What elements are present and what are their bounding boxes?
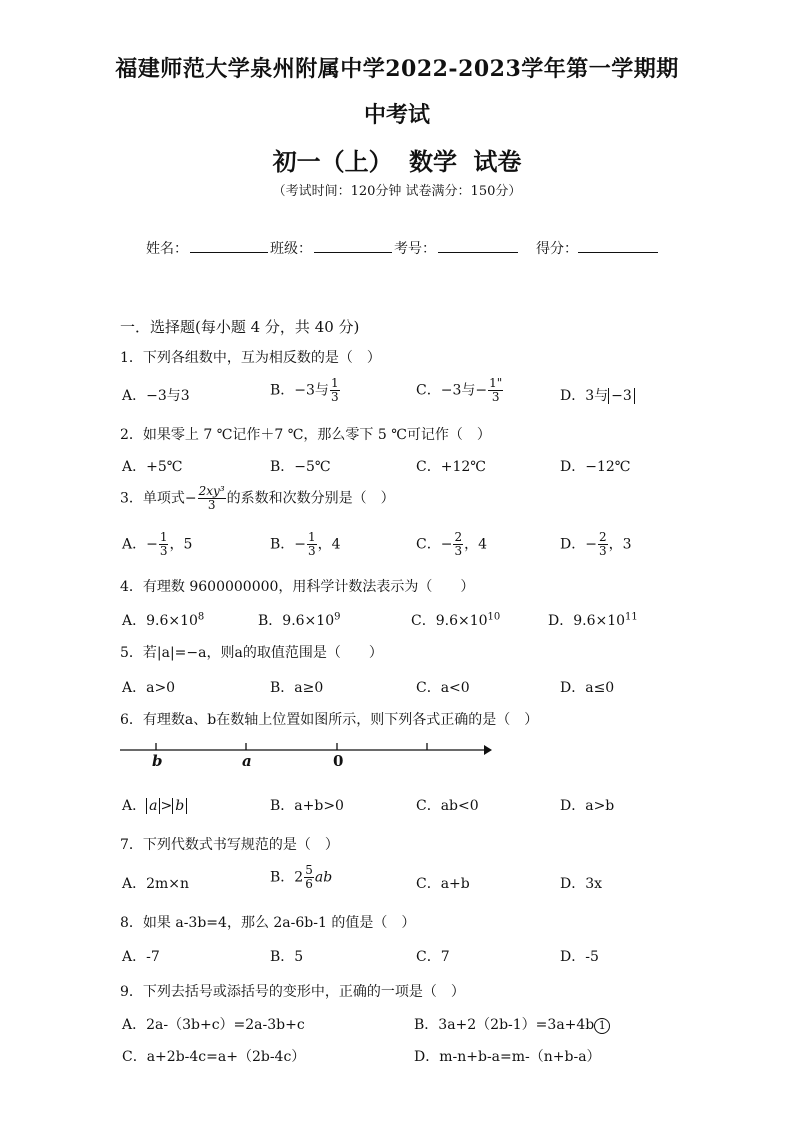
q9-option-b[interactable]: B．3a+2（2b-1）=3a+4b 1 bbox=[414, 1014, 610, 1034]
q3-option-c[interactable]: C．− $\frac{2}{3}$ ，4 bbox=[416, 530, 488, 558]
q8-option-a[interactable]: A．-7 bbox=[122, 949, 160, 965]
q9-option-c[interactable]: C．a+2b-4c=a+（2b-4c） bbox=[122, 1049, 306, 1065]
question-1-stem: 1．下列各组数中，互为相反数的是（ ） bbox=[120, 350, 381, 366]
q5-option-c[interactable]: C．a<0 bbox=[416, 680, 470, 696]
q2-option-c[interactable]: C．+12℃ bbox=[416, 459, 486, 475]
q8-option-b[interactable]: B．5 bbox=[270, 949, 304, 965]
exam-no-label: 考号： bbox=[394, 241, 436, 257]
q4-option-b[interactable]: B．$9.6\times 10^9$ bbox=[258, 611, 341, 629]
q7-option-d[interactable]: D．3x bbox=[560, 876, 603, 892]
q5-option-a[interactable]: A．a>0 bbox=[122, 680, 176, 696]
q5-option-d[interactable]: D．a≤0 bbox=[560, 680, 615, 696]
class-blank[interactable] bbox=[314, 252, 392, 253]
q2-option-b[interactable]: B．−5℃ bbox=[270, 459, 331, 475]
q7-option-a[interactable]: A．2m×n bbox=[122, 876, 190, 892]
q8-option-c[interactable]: C．7 bbox=[416, 949, 450, 965]
exam-info: （考试时间：120分钟 试卷满分：150分） bbox=[272, 184, 522, 199]
question-6-stem: 6．有理数a、b在数轴上位置如图所示，则下列各式正确的是（ ） bbox=[120, 712, 539, 728]
q6-option-a[interactable]: A． a > b bbox=[122, 795, 187, 815]
name-blank[interactable] bbox=[190, 252, 268, 253]
number-line-label-0: 0 bbox=[333, 752, 344, 770]
circled-number-mark: 1 bbox=[594, 1018, 610, 1034]
section-heading: 一．选择题(每小题 4 分，共 40 分) bbox=[120, 318, 360, 336]
q8-option-d[interactable]: D．-5 bbox=[560, 949, 599, 965]
name-label: 姓名： bbox=[146, 241, 188, 257]
q3-option-a[interactable]: A．− $\frac{1}{3}$ ，5 bbox=[122, 530, 193, 558]
q1-option-c[interactable]: C．−3与− $\frac{1"}{3}$ bbox=[416, 376, 503, 404]
q4-option-d[interactable]: D．$9.6\times 10^{11}$ bbox=[548, 611, 638, 629]
question-7-stem: 7．下列代数式书写规范的是（ ） bbox=[120, 837, 339, 853]
q2-option-a[interactable]: A．+5℃ bbox=[122, 459, 183, 475]
q1-option-d[interactable]: D．3与 −3 bbox=[560, 385, 635, 405]
question-8-stem: 8．如果 a-3b=4，那么 2a-6b-1 的值是（ ） bbox=[120, 915, 416, 931]
question-4-stem: 4．有理数 9600000000，用科学计数法表示为（ ） bbox=[120, 579, 475, 595]
q9-option-d[interactable]: D．m-n+b-a=m-（n+b-a） bbox=[414, 1049, 601, 1065]
q4-option-a[interactable]: A．$9.6\times 10^8$ bbox=[122, 611, 205, 629]
q1-option-b[interactable]: B．−3与 $\frac{1}{3}$ bbox=[270, 376, 339, 404]
q6-option-c[interactable]: C．ab<0 bbox=[416, 798, 479, 814]
class-label: 班级： bbox=[270, 241, 312, 257]
question-9-stem: 9．下列去括号或添括号的变形中，正确的一项是（ ） bbox=[120, 984, 465, 1000]
q7-option-b[interactable]: B．2 $\frac{5}{6}$ ab bbox=[270, 863, 333, 891]
score-blank[interactable] bbox=[578, 252, 658, 253]
q4-option-c[interactable]: C．$9.6\times 10^{10}$ bbox=[411, 611, 501, 629]
q3-option-b[interactable]: B．− $\frac{1}{3}$ ，4 bbox=[270, 530, 341, 558]
q5-option-b[interactable]: B．a≥0 bbox=[270, 680, 324, 696]
number-line-label-b: b bbox=[152, 752, 163, 770]
q2-option-d[interactable]: D．−12℃ bbox=[560, 459, 631, 475]
question-3-stem: 3．单项式− $\frac{\text{2xy³}}{3}$ 的系数和次数分别是（ ） bbox=[120, 484, 395, 512]
q6-option-d[interactable]: D．a>b bbox=[560, 798, 615, 814]
number-line-arrow bbox=[484, 745, 492, 755]
q7-option-c[interactable]: C．a+b bbox=[416, 876, 470, 892]
q9-option-a[interactable]: A．2a-（3b+c）=2a-3b+c bbox=[122, 1017, 305, 1033]
question-5-stem: 5．若|a|=−a，则a的取值范围是（ ） bbox=[120, 645, 383, 661]
exam-title-line2: 中考试 bbox=[363, 102, 430, 128]
exam-subject-title: 初一（上） 数学 试卷 bbox=[272, 147, 522, 176]
exam-no-blank[interactable] bbox=[438, 252, 518, 253]
number-line bbox=[118, 738, 494, 778]
number-line-label-a: a bbox=[242, 752, 252, 770]
exam-title-line1: 福建师范大学泉州附属中学2022-2023学年第一学期期 bbox=[115, 56, 679, 82]
q3-option-d[interactable]: D．− $\frac{2}{3}$ ，3 bbox=[560, 530, 632, 558]
question-2-stem: 2．如果零上 7 ℃记作＋7 ℃，那么零下 5 ℃可记作（ ） bbox=[120, 427, 491, 443]
score-label: 得分： bbox=[536, 241, 578, 257]
q1-option-a[interactable]: A．−3与3 bbox=[122, 388, 190, 404]
q6-option-b[interactable]: B．a+b>0 bbox=[270, 798, 344, 814]
